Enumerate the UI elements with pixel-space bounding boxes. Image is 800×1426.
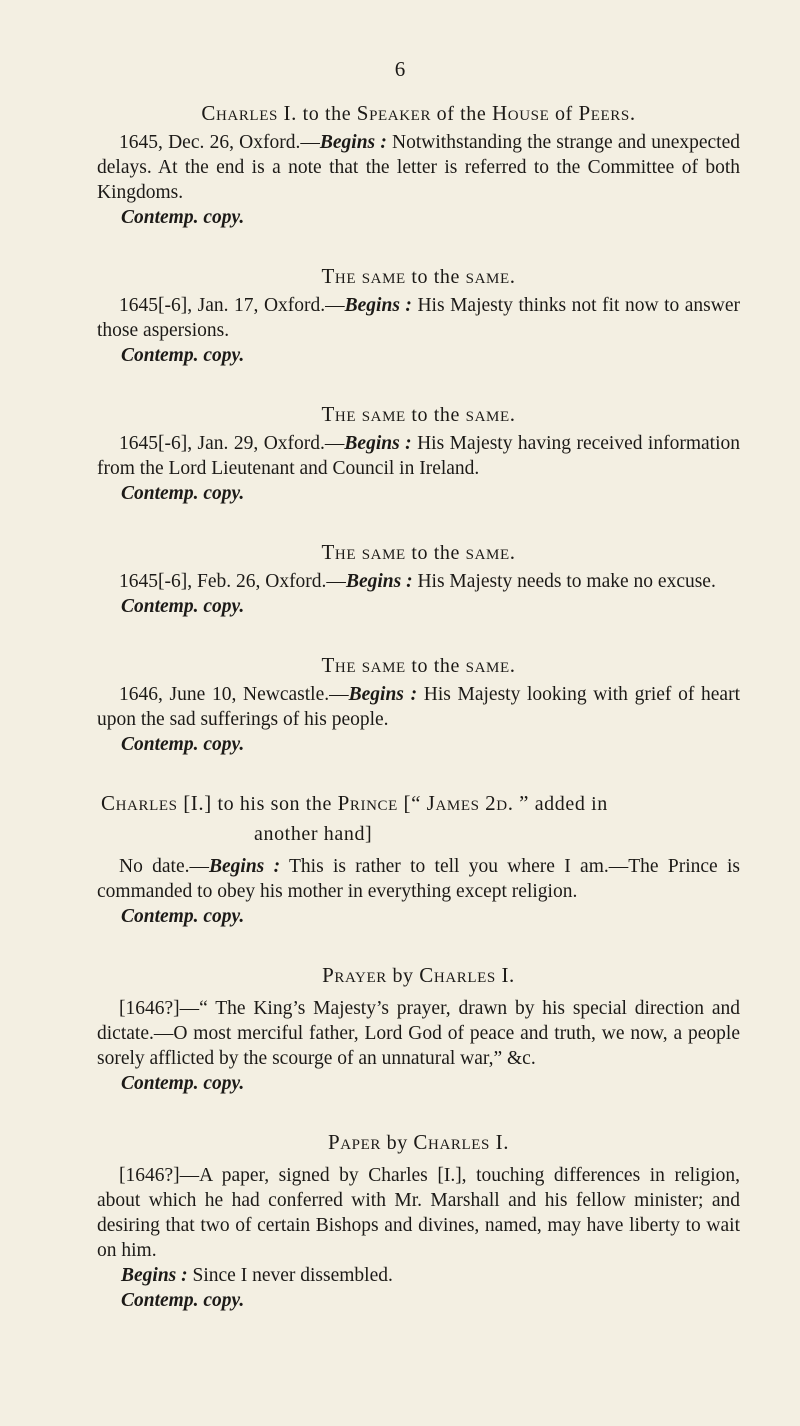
entry-date: 1646, June 10, Newcastle.— xyxy=(119,684,349,705)
entry-source: Contemp. copy. xyxy=(121,734,245,755)
entry xyxy=(97,961,740,1096)
entry-heading: PAPER by CHARLES I. xyxy=(327,1130,510,1154)
page-number: 6 xyxy=(394,57,406,81)
entry-begins xyxy=(97,1263,740,1288)
content xyxy=(97,99,740,1313)
entry-text: His Majesty thinks not fit now to answer those aspersions. xyxy=(97,295,740,341)
entry-body xyxy=(97,293,740,343)
entry-date: No date.— xyxy=(119,856,209,877)
entry-text: His Majesty having received information from the Lord Lieutenant and Council in Ireland. xyxy=(97,433,740,479)
begins-label: Begins : xyxy=(348,684,418,705)
entry-date: 1645[-6], Jan. 29, Oxford.— xyxy=(119,433,345,454)
entry-text: This is rather to tell you where I am.—The Prince is commanded to obey his mother in everything except religion. xyxy=(97,856,740,902)
entry-heading: PRAYER by CHARLES I. xyxy=(322,963,515,987)
entry xyxy=(97,262,740,368)
entry-source: Contemp. copy. xyxy=(121,483,245,504)
entry-body xyxy=(97,682,740,732)
begins-label: Begins : xyxy=(209,856,281,877)
entry xyxy=(97,651,740,757)
entry-source: Contemp. copy. xyxy=(121,207,245,228)
entry-heading: THE SAME to the SAME. xyxy=(321,540,516,564)
entry-heading: THE SAME to the SAME. xyxy=(321,264,516,288)
entry-source: Contemp. copy. xyxy=(121,596,245,617)
begins-label: Begins : xyxy=(319,132,387,153)
begins-label: Begins : xyxy=(121,1265,188,1286)
entry-heading: THE SAME to the SAME. xyxy=(321,402,516,426)
entry-body xyxy=(97,996,740,1071)
entry-text: His Majesty needs to make no excuse. xyxy=(412,571,716,592)
entry-body xyxy=(97,431,740,481)
entry-body xyxy=(97,1163,740,1263)
entry-text: [1646?]—A paper, signed by Charles [I.], touching differences in religion, about which he had conferred with Mr. Marshall and his fellow minister; and desiring that two of certain Bishops and divines, named, may have liberty to wait on him. xyxy=(97,1165,740,1261)
entry xyxy=(97,99,740,230)
begins-label: Begins : xyxy=(344,295,412,316)
entry-body xyxy=(97,569,740,594)
entry-heading: CHARLES I. to the SPEAKER of the HOUSE of PEERS. xyxy=(201,101,636,125)
begins-text: Since I never dissembled. xyxy=(187,1265,393,1286)
entry-text: [1646?]—“ The King’s Majesty’s prayer, drawn by his special direction and dictate.—O most merciful father, Lord God of peace and truth, we now, a people sorely afflicted by the scourge of an unnatural war,” &c. xyxy=(97,998,740,1069)
entry-body xyxy=(97,130,740,205)
entry-source: Contemp. copy. xyxy=(121,345,245,366)
begins-label: Begins : xyxy=(344,433,412,454)
entry-heading: CHARLES [I.] to his son the PRINCE [“ JAMES 2D. ” added in xyxy=(101,791,608,815)
entry xyxy=(97,400,740,506)
entry-date: 1645, Dec. 26, Oxford.— xyxy=(119,132,320,153)
entry-date: 1645[-6], Jan. 17, Oxford.— xyxy=(119,295,345,316)
entry-date: 1645[-6], Feb. 26, Oxford.— xyxy=(119,571,346,592)
begins-label: Begins : xyxy=(345,571,413,592)
entry xyxy=(97,1128,740,1313)
entry-source: Contemp. copy. xyxy=(121,1073,245,1094)
entry-text: His Majesty looking with grief of heart upon the sad sufferings of his people. xyxy=(97,684,740,730)
entry xyxy=(97,789,740,929)
entry-heading-continued: another hand] xyxy=(254,823,373,845)
entry xyxy=(97,538,740,619)
entry-text: Notwithstanding the strange and unexpected delays. At the end is a note that the letter is referred to the Committee of both Kingdoms. xyxy=(97,132,740,203)
entry-source: Contemp. copy. xyxy=(121,906,245,927)
entry-body xyxy=(97,854,740,904)
entry-source: Contemp. copy. xyxy=(121,1290,245,1311)
entry-heading: THE SAME to the SAME. xyxy=(321,653,516,677)
